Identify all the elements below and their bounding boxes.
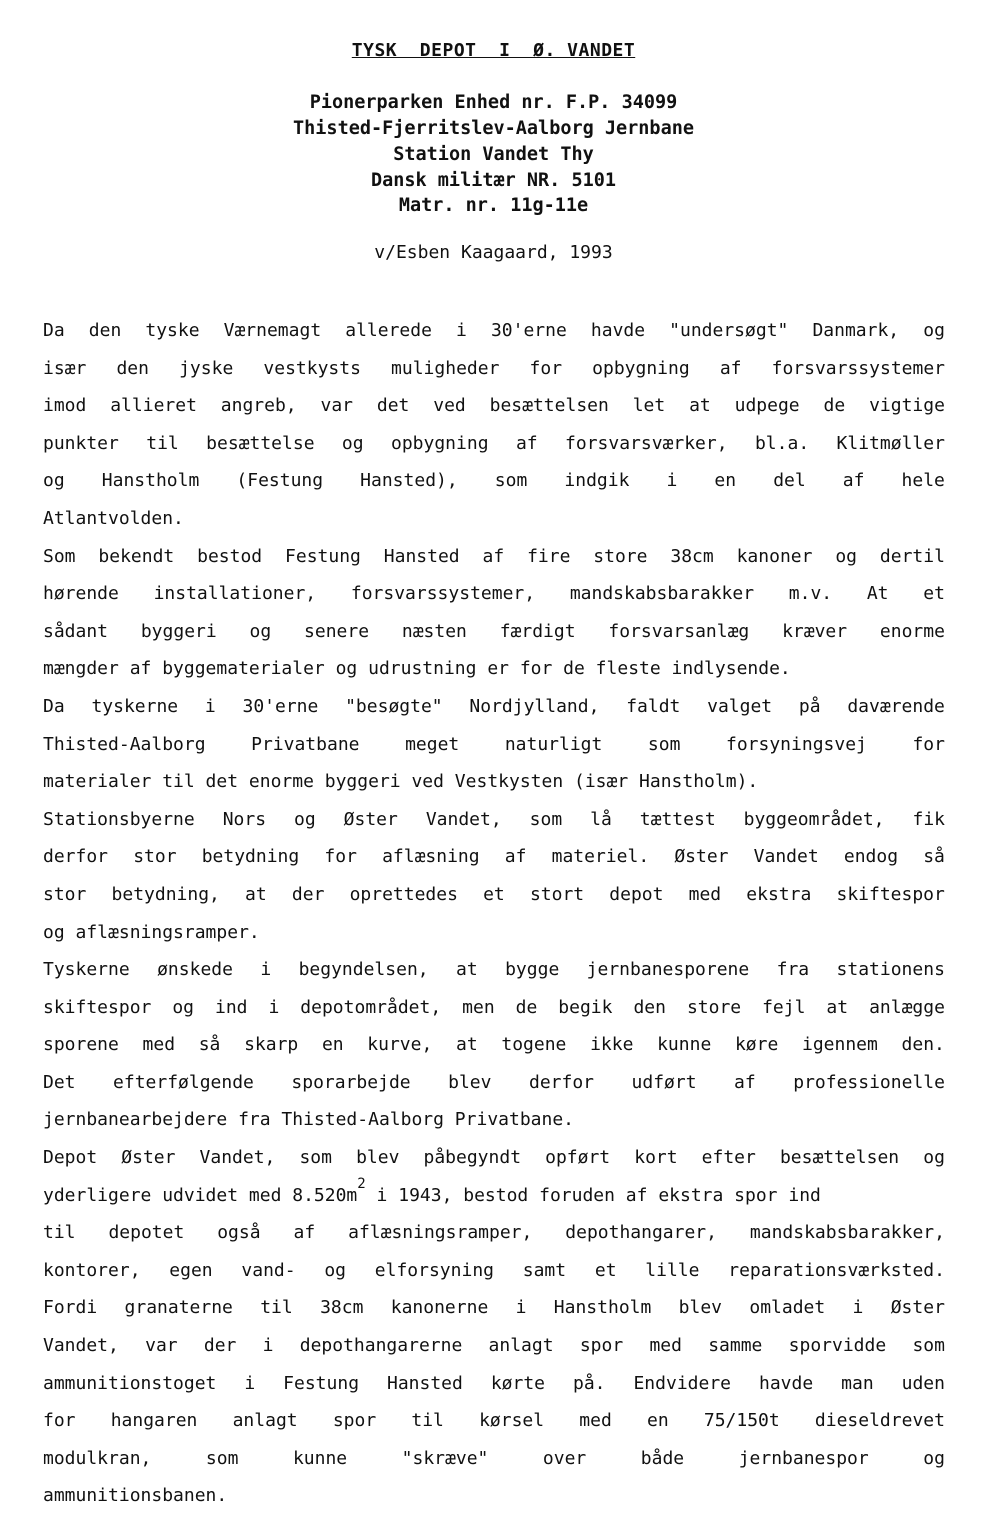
word: omladet bbox=[749, 1297, 826, 1319]
word: "undersøgt" bbox=[669, 320, 789, 341]
word: køre bbox=[734, 1034, 779, 1056]
word: Festung bbox=[283, 1372, 360, 1394]
word: den. bbox=[901, 1034, 945, 1056]
word: en bbox=[321, 1034, 344, 1056]
word: et bbox=[923, 583, 945, 605]
area-tail-text: i 1943, bestod foruden af ekstra spor ind bbox=[365, 1184, 821, 1206]
word: Endvidere bbox=[633, 1372, 732, 1394]
text-line bbox=[43, 1440, 945, 1478]
word: samme bbox=[708, 1335, 763, 1357]
word: tyskerne bbox=[91, 695, 179, 717]
header-railway: Thisted-Fjerritslev-Aalborg Jernbane bbox=[293, 118, 694, 139]
word: Depot bbox=[43, 1147, 98, 1169]
superscript-two: 2 bbox=[357, 1175, 366, 1192]
word: kørte bbox=[490, 1372, 546, 1394]
word: vigtige bbox=[869, 395, 945, 417]
word: opbygning bbox=[391, 432, 489, 454]
word: Hansted bbox=[383, 545, 460, 567]
word: i bbox=[852, 1297, 864, 1319]
body-text bbox=[43, 312, 945, 1515]
text-line bbox=[43, 312, 945, 350]
text-line bbox=[43, 1327, 945, 1365]
word: kanonerne bbox=[390, 1297, 489, 1319]
word: hangaren bbox=[110, 1410, 198, 1432]
word: de bbox=[515, 996, 538, 1018]
word: og bbox=[341, 432, 364, 454]
word: i bbox=[515, 1297, 527, 1319]
word: et bbox=[483, 883, 505, 905]
word: bestod bbox=[197, 545, 263, 567]
word: jyske bbox=[179, 357, 234, 379]
word: besættelse bbox=[206, 432, 315, 454]
word: Øster bbox=[890, 1297, 945, 1319]
word: i bbox=[204, 695, 216, 717]
word: at bbox=[826, 996, 849, 1018]
text-line bbox=[43, 1064, 945, 1102]
word: man bbox=[841, 1372, 874, 1394]
word: aflæsningsramper, bbox=[348, 1222, 533, 1244]
text-line bbox=[43, 1402, 945, 1440]
text-line bbox=[43, 726, 945, 764]
text-line bbox=[43, 387, 945, 425]
word: så bbox=[923, 846, 945, 868]
word: Privatbane bbox=[251, 733, 360, 755]
word: en bbox=[646, 1410, 669, 1432]
word: (Festung bbox=[236, 470, 324, 492]
word: Fordi bbox=[43, 1297, 98, 1319]
word: jernbanespor bbox=[738, 1447, 869, 1469]
word: installationer, bbox=[153, 583, 317, 605]
text-line bbox=[43, 613, 945, 651]
word: lå bbox=[590, 808, 612, 830]
word: uden bbox=[901, 1372, 945, 1394]
word: Øster bbox=[121, 1147, 176, 1169]
word: punkter bbox=[43, 432, 119, 454]
text-line bbox=[43, 462, 945, 500]
word: kunne bbox=[292, 1447, 348, 1469]
word: angreb, bbox=[220, 395, 297, 417]
word: besættelsen bbox=[489, 395, 609, 417]
word: Vandet, bbox=[199, 1147, 276, 1169]
word: del bbox=[773, 470, 806, 492]
word: og bbox=[923, 320, 945, 341]
area-text: yderligere udvidet med 8.520m bbox=[43, 1184, 358, 1206]
word: den bbox=[116, 357, 149, 379]
word: fejl bbox=[762, 996, 806, 1018]
text-line: materialer til det enorme byggeri ved Vestkysten (især Hanstholm). bbox=[43, 771, 759, 793]
word: egen bbox=[169, 1259, 213, 1281]
word: udpege bbox=[734, 395, 800, 417]
word: anlagt bbox=[488, 1335, 554, 1357]
word: Øster bbox=[343, 808, 398, 830]
word: og bbox=[294, 808, 316, 830]
word: bekendt bbox=[98, 545, 175, 567]
word: næsten bbox=[401, 620, 467, 642]
word: som bbox=[205, 1447, 239, 1469]
text-line bbox=[43, 1026, 945, 1064]
word: jernbanesporene bbox=[586, 959, 750, 981]
word: forsvarssystemer, bbox=[350, 583, 536, 605]
word: kanoner bbox=[736, 545, 813, 567]
word: fire bbox=[527, 545, 571, 567]
word: anlagt bbox=[232, 1410, 298, 1432]
word: spor bbox=[579, 1335, 624, 1357]
word: både bbox=[640, 1447, 685, 1469]
word: Vandet, bbox=[425, 808, 502, 830]
word: 30'erne bbox=[242, 695, 319, 717]
word: i bbox=[456, 320, 467, 341]
word: allerede bbox=[345, 320, 432, 341]
word: af bbox=[719, 357, 742, 379]
word: forsyningsvej bbox=[726, 733, 867, 755]
word: Nors bbox=[222, 808, 267, 830]
word: Vandet, bbox=[43, 1335, 119, 1357]
word: på. bbox=[572, 1372, 606, 1394]
text-line bbox=[43, 801, 945, 839]
word: af bbox=[734, 1071, 756, 1093]
word: det bbox=[376, 395, 410, 417]
word: forsvarssystemer bbox=[771, 357, 945, 379]
word: dertil bbox=[879, 545, 945, 567]
word: med bbox=[688, 883, 722, 905]
word: og bbox=[923, 1147, 945, 1169]
word: af bbox=[515, 432, 538, 454]
word: i bbox=[262, 1335, 274, 1357]
word: sporarbejde bbox=[291, 1071, 411, 1093]
word: stor bbox=[43, 883, 87, 905]
word: hele bbox=[901, 470, 945, 492]
word: derfor bbox=[43, 846, 109, 868]
word: og bbox=[43, 470, 65, 492]
word: vestkysts bbox=[263, 357, 361, 379]
text-line bbox=[43, 989, 945, 1027]
document-title: TYSK DEPOT I Ø. VANDET bbox=[351, 40, 636, 61]
word: Hansted bbox=[387, 1372, 463, 1394]
word: kræver bbox=[782, 620, 848, 642]
word: enorme bbox=[879, 620, 945, 642]
word: forsvarsanlæg bbox=[608, 620, 750, 642]
word: bl.a. bbox=[754, 432, 810, 454]
text-line bbox=[43, 350, 945, 388]
word: elforsyning bbox=[374, 1259, 494, 1281]
word: til bbox=[411, 1410, 444, 1432]
word: med bbox=[579, 1410, 612, 1432]
word: Da bbox=[43, 320, 65, 341]
word: byggeri bbox=[140, 620, 217, 642]
word: af bbox=[842, 470, 865, 492]
word: Hanstholm bbox=[553, 1297, 652, 1319]
word: til bbox=[146, 432, 179, 454]
word: depot bbox=[609, 883, 664, 905]
word: Hanstholm bbox=[101, 470, 200, 492]
word: kurve, bbox=[367, 1034, 433, 1056]
word: af bbox=[504, 846, 527, 868]
word: også bbox=[217, 1222, 261, 1244]
word: At bbox=[866, 583, 889, 605]
word: at bbox=[689, 395, 711, 417]
word: oprettedes bbox=[349, 883, 458, 905]
word: Thisted-Aalborg bbox=[43, 733, 206, 755]
word: kørsel bbox=[479, 1410, 545, 1432]
word: 75/150t bbox=[703, 1410, 780, 1432]
text-line bbox=[43, 1289, 945, 1327]
word: tættest bbox=[639, 808, 716, 830]
word: store bbox=[593, 545, 648, 567]
word: kontorer, bbox=[43, 1259, 141, 1281]
word: meget bbox=[405, 733, 460, 755]
word: endog bbox=[843, 846, 899, 868]
word: 38cm bbox=[670, 545, 714, 567]
header-unit: Pionerparken Enhed nr. F.P. 34099 bbox=[309, 92, 678, 113]
header-station: Station Vandet Thy bbox=[393, 144, 594, 165]
word: og bbox=[923, 1447, 945, 1469]
word: på bbox=[798, 695, 821, 717]
word: opbygning bbox=[592, 357, 690, 379]
word: materiel. bbox=[551, 846, 650, 868]
word: men bbox=[462, 996, 495, 1018]
word: sporvidde bbox=[788, 1335, 887, 1357]
word: reparationsværksted. bbox=[728, 1259, 945, 1281]
word: lille bbox=[645, 1259, 700, 1281]
text-line bbox=[43, 1365, 945, 1403]
word: Tyskerne bbox=[43, 959, 130, 981]
word: skiftespor bbox=[836, 883, 945, 905]
word: Hansted), bbox=[360, 470, 458, 492]
word: ind bbox=[215, 996, 248, 1018]
word: som bbox=[494, 470, 528, 492]
word: dieseldrevet bbox=[814, 1410, 945, 1432]
author-line: v/Esben Kaagaard, 1993 bbox=[374, 242, 613, 263]
word: depothangarer, bbox=[565, 1222, 717, 1244]
text-line bbox=[43, 538, 945, 576]
word: opført bbox=[545, 1147, 611, 1169]
word: let bbox=[632, 395, 666, 417]
word: tyske bbox=[145, 320, 200, 341]
word: efterfølgende bbox=[113, 1071, 254, 1093]
word: muligheder bbox=[391, 357, 500, 379]
word: Øster bbox=[674, 846, 729, 868]
word: sådant bbox=[43, 620, 109, 642]
word: naturligt bbox=[504, 733, 603, 755]
word: derfor bbox=[528, 1071, 595, 1093]
word: fik bbox=[912, 808, 945, 830]
word: kort bbox=[634, 1147, 678, 1169]
word: og bbox=[835, 545, 858, 567]
word: de bbox=[823, 395, 846, 417]
word: depothangarerne bbox=[299, 1335, 463, 1357]
text-line bbox=[43, 1139, 945, 1177]
word: ønskede bbox=[157, 959, 233, 981]
word: igennem bbox=[801, 1034, 878, 1056]
word: hørende bbox=[43, 583, 119, 605]
word: stor bbox=[133, 846, 177, 868]
word: spor bbox=[332, 1410, 377, 1432]
text-line bbox=[43, 1214, 945, 1252]
word: i bbox=[268, 996, 280, 1018]
word: sporene bbox=[43, 1034, 119, 1056]
word: "besøgte" bbox=[345, 695, 443, 717]
word: så bbox=[198, 1034, 221, 1056]
word: allieret bbox=[110, 395, 197, 417]
word: ekstra bbox=[746, 883, 812, 905]
word: den bbox=[633, 996, 666, 1018]
word: at bbox=[245, 883, 267, 905]
word: ammunitionstoget bbox=[43, 1372, 217, 1394]
word: kunne bbox=[657, 1034, 712, 1056]
word: begik bbox=[558, 996, 613, 1018]
header-military-number: Dansk militær NR. 5101 bbox=[370, 170, 617, 191]
word: daværende bbox=[847, 695, 945, 717]
word: imod bbox=[43, 395, 87, 417]
header-cadastral-number: Matr. nr. 11g-11e bbox=[398, 195, 589, 216]
word: af bbox=[482, 545, 505, 567]
word: i bbox=[666, 470, 678, 492]
word: og bbox=[172, 996, 195, 1018]
word: m.v. bbox=[788, 583, 833, 605]
word: for bbox=[324, 846, 357, 868]
text-line bbox=[43, 1252, 945, 1290]
text-line bbox=[43, 575, 945, 613]
word: modulkran, bbox=[43, 1447, 152, 1469]
word: med bbox=[649, 1335, 682, 1357]
word: som bbox=[912, 1335, 945, 1357]
word: som bbox=[647, 733, 681, 755]
word: byggeområdet, bbox=[743, 808, 885, 830]
word: forsvarsværker, bbox=[565, 432, 728, 454]
word: skarp bbox=[244, 1034, 299, 1056]
word: stort bbox=[529, 883, 585, 905]
word: blev bbox=[448, 1071, 492, 1093]
word: Klitmøller bbox=[836, 432, 945, 454]
word: udført bbox=[631, 1071, 697, 1093]
word: betydning bbox=[201, 846, 300, 868]
word: ved bbox=[433, 395, 466, 417]
word: Værnemagt bbox=[223, 320, 322, 341]
word: Da bbox=[43, 695, 65, 717]
word: mandskabsbarakker bbox=[569, 583, 755, 605]
text-line bbox=[43, 951, 945, 989]
word: og bbox=[324, 1259, 347, 1281]
word: for bbox=[43, 1410, 76, 1432]
word: faldt bbox=[626, 695, 681, 717]
word: professionelle bbox=[793, 1071, 945, 1093]
word: havde bbox=[758, 1372, 814, 1394]
text-line: Atlantvolden. bbox=[43, 507, 184, 529]
word: der bbox=[203, 1335, 237, 1357]
word: begyndelsen, bbox=[298, 959, 429, 981]
word: mandskabsbarakker, bbox=[749, 1222, 945, 1244]
word: af bbox=[293, 1222, 316, 1244]
word: Festung bbox=[285, 545, 361, 567]
word: over bbox=[542, 1447, 587, 1469]
word: et bbox=[594, 1259, 617, 1281]
word: betydning, bbox=[111, 883, 220, 905]
word: blev bbox=[678, 1297, 723, 1319]
word: "skræve" bbox=[401, 1447, 489, 1469]
word: påbegyndt bbox=[423, 1147, 522, 1169]
word: i bbox=[244, 1372, 256, 1394]
word: samt bbox=[522, 1259, 567, 1281]
word: aflæsning bbox=[382, 846, 480, 868]
word: med bbox=[142, 1034, 176, 1056]
word: store bbox=[686, 996, 742, 1018]
word: stationens bbox=[836, 959, 945, 981]
word: indgik bbox=[564, 470, 630, 492]
word: senere bbox=[304, 620, 370, 642]
word: Nordjylland, bbox=[469, 695, 600, 717]
text-line: og aflæsningsramper. bbox=[43, 921, 260, 943]
word: Det bbox=[43, 1071, 76, 1093]
word: blev bbox=[356, 1147, 400, 1169]
word: Vandet bbox=[753, 846, 819, 868]
word: Som bbox=[43, 545, 76, 567]
word: som bbox=[529, 808, 563, 830]
text-line-area bbox=[43, 1177, 945, 1215]
word: der bbox=[291, 883, 325, 905]
text-line bbox=[43, 688, 945, 726]
word: ikke bbox=[590, 1034, 634, 1056]
word: Danmark, bbox=[812, 320, 900, 341]
word: var bbox=[145, 1335, 178, 1357]
word: Stationsbyerne bbox=[43, 808, 195, 830]
word: var bbox=[320, 395, 354, 417]
word: vand- bbox=[241, 1259, 296, 1281]
word: at bbox=[456, 1034, 478, 1056]
word: havde bbox=[590, 320, 646, 341]
word: i bbox=[260, 959, 272, 981]
text-line bbox=[43, 876, 945, 914]
word: 38cm bbox=[320, 1297, 364, 1319]
word: efter bbox=[701, 1147, 756, 1169]
word: fra bbox=[776, 959, 810, 981]
text-line: ammunitionsbanen. bbox=[43, 1485, 228, 1507]
word: bygge bbox=[505, 959, 560, 981]
word: at bbox=[456, 959, 478, 981]
word: en bbox=[714, 470, 737, 492]
word: besættelsen bbox=[779, 1147, 900, 1169]
word: anlægge bbox=[869, 996, 945, 1018]
word: for bbox=[912, 733, 945, 755]
word: depotet bbox=[108, 1222, 185, 1244]
text-line bbox=[43, 838, 945, 876]
text-line bbox=[43, 425, 945, 463]
word: togene bbox=[501, 1034, 567, 1056]
word: depotområdet, bbox=[300, 996, 442, 1018]
word: 30'erne bbox=[490, 320, 567, 341]
word: især bbox=[43, 357, 87, 379]
word: den bbox=[88, 320, 122, 341]
word: for bbox=[529, 357, 563, 379]
word: valget bbox=[707, 695, 773, 717]
word: skiftespor bbox=[43, 996, 152, 1018]
text-line: mængder af byggematerialer og udrustning er for de fleste indlysende. bbox=[43, 658, 791, 680]
word: som bbox=[299, 1147, 332, 1169]
word: færdigt bbox=[499, 620, 576, 642]
word: til bbox=[260, 1297, 293, 1319]
word: og bbox=[249, 620, 272, 642]
word: granaterne bbox=[124, 1297, 233, 1319]
text-line: jernbanearbejdere fra Thisted-Aalborg Privatbane. bbox=[43, 1109, 575, 1131]
word: til bbox=[43, 1222, 76, 1244]
